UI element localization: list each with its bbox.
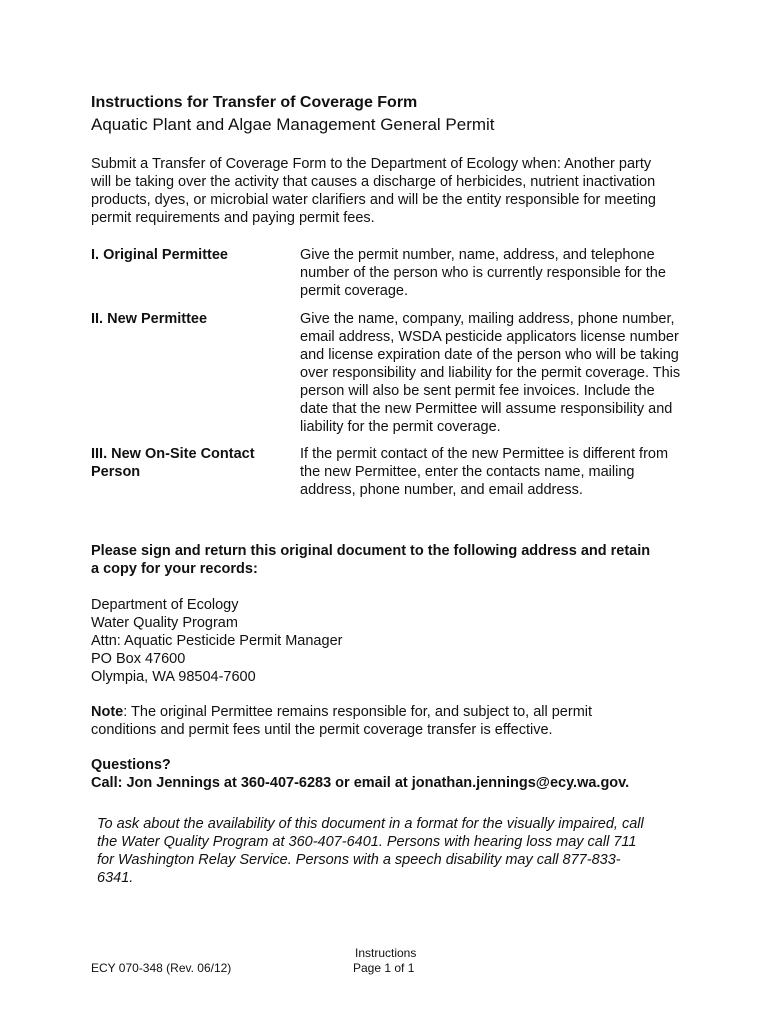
return-line: a copy for your records: bbox=[91, 561, 258, 577]
note-text: : The original Permittee remains responsible for, and subject to, all permit bbox=[123, 704, 593, 720]
accessibility-line: for Washington Relay Service. Persons with a speech disability may call 877-833- bbox=[97, 852, 621, 868]
address-line: Water Quality Program bbox=[91, 615, 238, 631]
section-body bbox=[300, 445, 692, 499]
section-body-line: email address, WSDA pesticide applicators license number bbox=[300, 329, 679, 345]
accessibility-notice bbox=[97, 815, 677, 887]
intro-line: will be taking over the activity that causes a discharge of herbicides, nutrient inactivation bbox=[91, 174, 656, 190]
accessibility-line: To ask about the availability of this document in a format for the visually impaired, call bbox=[97, 816, 644, 832]
section-body-line: permit coverage. bbox=[300, 283, 408, 299]
accessibility-line: the Water Quality Program at 360-407-6401. Persons with hearing loss may call 711 bbox=[97, 834, 637, 850]
section-body bbox=[300, 246, 692, 300]
page-subtitle: Aquatic Plant and Algae Management General Permit bbox=[91, 115, 495, 134]
intro-line: Submit a Transfer of Coverage Form to the Department of Ecology when: Another party bbox=[91, 156, 652, 172]
accessibility-line: 6341. bbox=[97, 870, 134, 886]
section-body-line: Give the name, company, mailing address, phone number, bbox=[300, 311, 675, 327]
section-label-line: I. Original Permittee bbox=[91, 247, 228, 263]
section-body-line: Give the permit number, name, address, and telephone bbox=[300, 247, 655, 263]
section-body-line: address, phone number, and email address. bbox=[300, 482, 583, 498]
section-body-line: number of the person who is currently responsible for the bbox=[300, 265, 666, 281]
page-number: Page 1 of 1 bbox=[353, 961, 415, 975]
page-title: Instructions for Transfer of Coverage Form bbox=[91, 94, 418, 111]
mailing-address bbox=[91, 596, 691, 686]
section-body bbox=[300, 310, 692, 436]
section-label-line: II. New Permittee bbox=[91, 311, 208, 327]
address-line: PO Box 47600 bbox=[91, 651, 186, 667]
section-body-line: If the permit contact of the new Permittee is different from bbox=[300, 446, 669, 462]
questions-heading: Questions? bbox=[91, 757, 171, 773]
intro-line: products, dyes, or microbial water clarifiers and will be the entity responsible for meeting bbox=[91, 192, 656, 208]
section-body-line: over responsibility and liability for the permit coverage. This bbox=[300, 365, 681, 381]
section-body-line: and license expiration date of the person who will be taking bbox=[300, 347, 679, 363]
note-paragraph bbox=[91, 703, 691, 739]
return-line: Please sign and return this original document to the following address and retain bbox=[91, 543, 651, 559]
section-body-line: liability for the permit coverage. bbox=[300, 419, 501, 435]
note-label: Note bbox=[91, 704, 124, 720]
section-label bbox=[91, 310, 281, 328]
note-line bbox=[91, 703, 691, 721]
form-id: ECY 070-348 (Rev. 06/12) bbox=[91, 961, 232, 975]
note-line: conditions and permit fees until the permit coverage transfer is effective. bbox=[91, 722, 553, 738]
section-body-line: person will also be sent permit fee invoices. Include the bbox=[300, 383, 655, 399]
section-body-line: the new Permittee, enter the contacts name, mailing bbox=[300, 464, 635, 480]
address-line: Olympia, WA 98504-7600 bbox=[91, 669, 256, 685]
section-label bbox=[91, 246, 281, 264]
address-line: Department of Ecology bbox=[91, 597, 239, 613]
contact-line: Call: Jon Jennings at 360-407-6283 or email at jonathan.jennings@ecy.wa.gov. bbox=[91, 775, 630, 791]
return-instructions bbox=[91, 542, 691, 578]
section-label-line: III. New On-Site Contact bbox=[91, 446, 255, 462]
address-line: Attn: Aquatic Pesticide Permit Manager bbox=[91, 633, 343, 649]
section-body-line: date that the new Permittee will assume responsibility and bbox=[300, 401, 673, 417]
questions-contact bbox=[91, 756, 691, 792]
section-label-line: Person bbox=[91, 464, 141, 480]
footer-doc-type: Instructions bbox=[355, 946, 417, 960]
section-label bbox=[91, 445, 281, 481]
intro-paragraph bbox=[91, 155, 691, 227]
page-footer bbox=[353, 946, 416, 976]
intro-line: permit requirements and paying permit fees. bbox=[91, 210, 375, 226]
